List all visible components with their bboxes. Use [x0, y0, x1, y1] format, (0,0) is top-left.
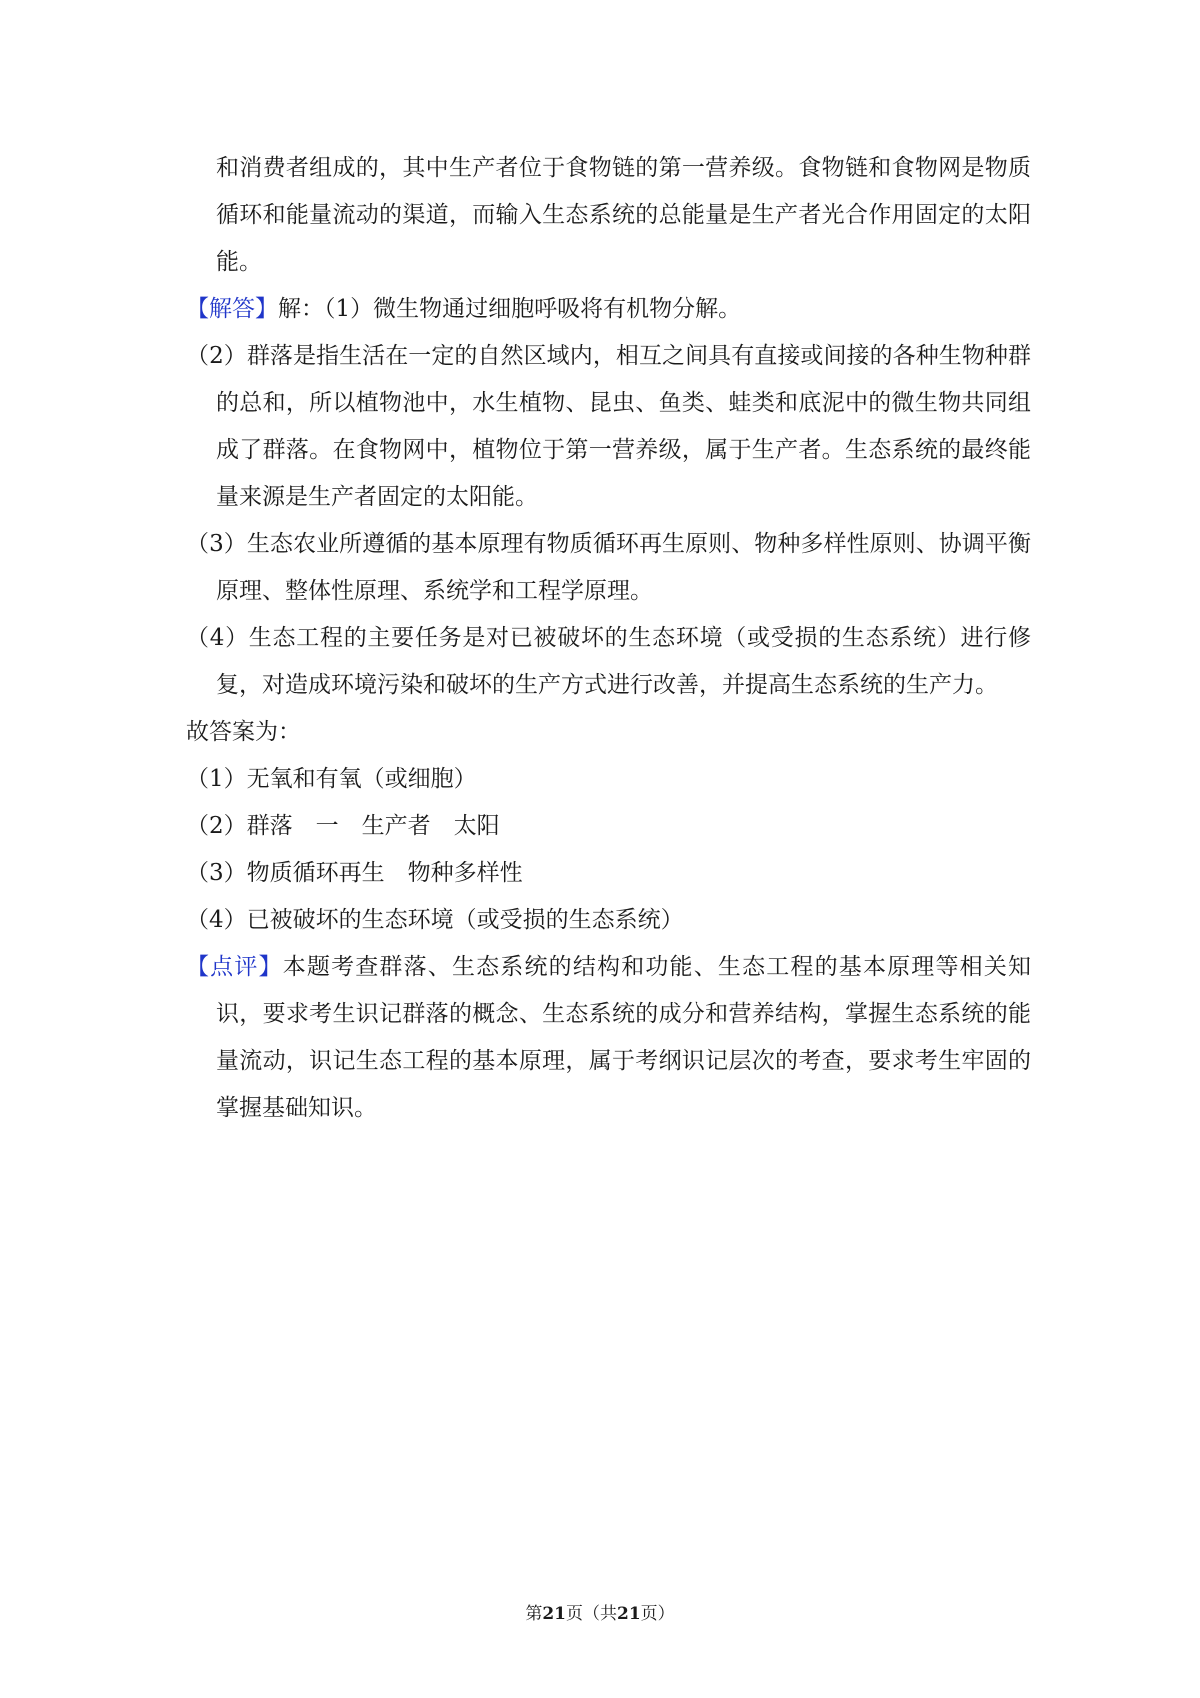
- document-body: [186, 145, 1031, 1132]
- footer-suffix: 页）: [640, 1604, 675, 1624]
- footer-page-number: 21: [542, 1604, 566, 1624]
- footer-total-pages: 21: [617, 1604, 641, 1624]
- final-answer-heading: 故答案为：: [186, 719, 301, 745]
- comment-tag: 【点评】: [186, 954, 283, 980]
- footer-prefix: 第: [525, 1604, 543, 1624]
- comment-text: 本题考查群落、生态系统的结构和功能、生态工程的基本原理等相关知识，要求考生识记群落的概念、生态系统的成分和营养结构，掌握生态系统的能量流动，识记生态工程的基本原理，属于考纲识记层次的考查，要求考生牢固的掌握基础知识。: [216, 954, 1032, 1121]
- page-footer: [0, 1602, 1200, 1626]
- footer-middle: 页（共: [566, 1604, 617, 1624]
- analysis-continuation: 和消费者组成的，其中生产者位于食物链的第一营养级。食物链和食物网是物质循环和能量流动的渠道，而输入生态系统的总能量是生产者光合作用固定的太阳能。: [216, 155, 1031, 275]
- answer-lead-paragraph: [186, 286, 1031, 333]
- final-answer-line-4: （4）已被破坏的生态环境（或受损的生态系统）: [186, 907, 684, 933]
- answer-item-4: （4）生态工程的主要任务是对已被破坏的生态环境（或受损的生态系统）进行修复，对造成环境污染和破坏的生产方式进行改善，并提高生态系统的生产力。: [186, 625, 1031, 698]
- answer-tag: 【解答】: [186, 296, 278, 322]
- answer-lead: 解：（1）微生物通过细胞呼吸将有机物分解。: [278, 296, 742, 322]
- final-answer-line-3: （3）物质循环再生 物种多样性: [186, 860, 523, 886]
- comment-paragraph: [186, 944, 1031, 1132]
- answer-item-3: （3）生态农业所遵循的基本原理有物质循环再生原则、物种多样性原则、协调平衡原理、整体性原理、系统学和工程学原理。: [186, 531, 1031, 604]
- final-answer-line-1: （1）无氧和有氧（或细胞）: [186, 766, 477, 792]
- final-answer-line-2: （2）群落 一 生产者 太阳: [186, 813, 500, 839]
- answer-item-2: （2）群落是指生活在一定的自然区域内，相互之间具有直接或间接的各种生物种群的总和，所以植物池中，水生植物、昆虫、鱼类、蛙类和底泥中的微生物共同组成了群落。在食物网中，植物位于第一营养级，属于生产者。生态系统的最终能量来源是生产者固定的太阳能。: [186, 343, 1031, 510]
